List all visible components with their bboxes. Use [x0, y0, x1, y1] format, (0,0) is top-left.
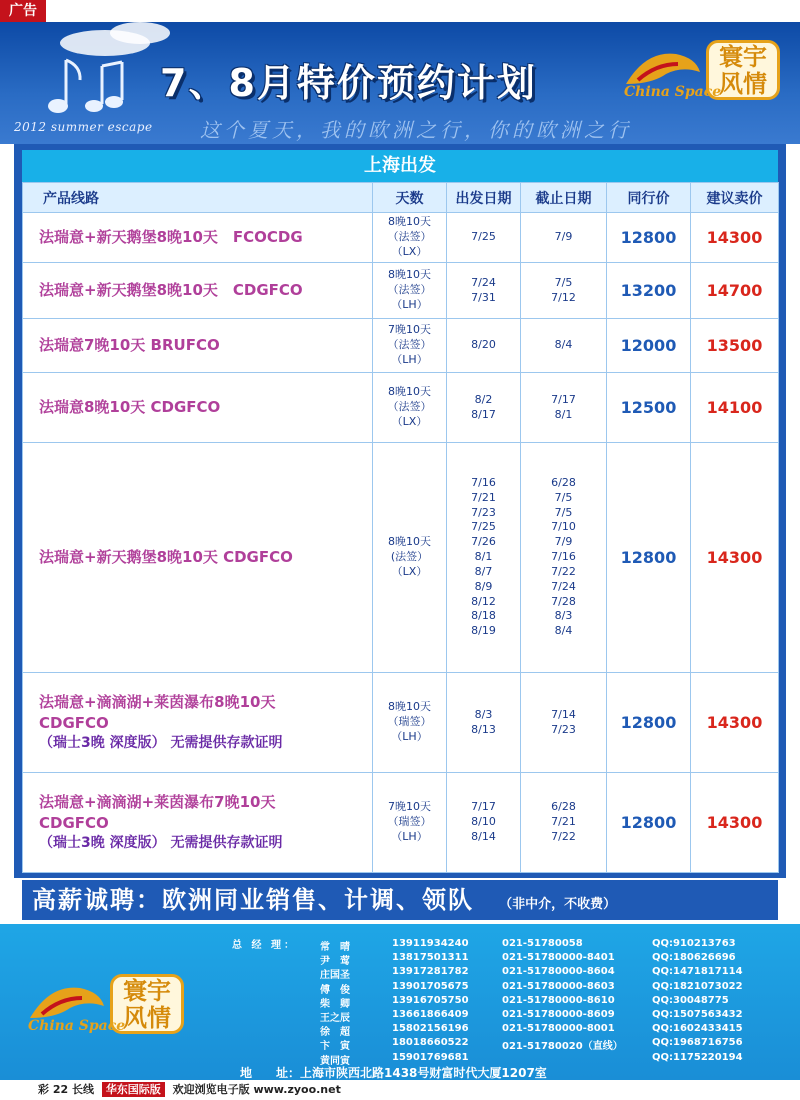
deadline-dates: 8/4: [521, 319, 607, 373]
brand-logo: [616, 34, 786, 104]
page-number: 彩 22 长线: [38, 1083, 94, 1096]
footer-contacts: [0, 924, 800, 1080]
website-link[interactable]: 欢迎浏览电子版 www.zyoo.net: [172, 1083, 341, 1096]
contact-telephone: 021-51780020（直线）: [502, 1041, 623, 1053]
table-row: [23, 373, 779, 443]
contact-mobile: 13817501311: [392, 952, 469, 964]
header-deadline: 截止日期: [521, 183, 607, 213]
page-title: 7、8月特价预约计划: [160, 61, 537, 105]
departure-dates: 7/16 7/21 7/23 7/25 7/26 8/1 8/7 8/9 8/12 8/18 8/19: [447, 443, 521, 673]
brand-english: China Space: [28, 1018, 126, 1034]
trade-price: 12800: [607, 213, 691, 263]
brand-english: China Space: [624, 84, 722, 100]
contact-qq: QQ:1602433415: [652, 1023, 743, 1035]
recruit-banner: [22, 880, 778, 920]
contact-qq: QQ:180626696: [652, 952, 736, 964]
contact-name: 傅 俊: [320, 984, 350, 996]
contact-name: 黄同寅: [320, 1055, 350, 1067]
recruit-text: 高薪诚聘：欧洲同业销售、计调、领队: [32, 886, 474, 914]
trade-price: 13200: [607, 263, 691, 319]
table-row: [23, 319, 779, 373]
retail-price: 13500: [691, 319, 779, 373]
contact-telephone: 021-51780000-8610: [502, 994, 615, 1006]
address: 地 址：上海市陕西北路1438号财富时代大厦1207室: [240, 1066, 547, 1080]
route-name: 法瑞意+滴滴湖+莱茵瀑布7晚10天 CDGFCO （瑞士3晚 深度版） 无需提供存款证明: [23, 773, 373, 873]
deadline-dates: 6/28 7/21 7/22: [521, 773, 607, 873]
trade-price: 12800: [607, 673, 691, 773]
header-trade-price: 同行价: [607, 183, 691, 213]
contact-qq: QQ:1507563432: [652, 1009, 743, 1020]
route-name: 法瑞意8晚10天 CDGFCO: [23, 373, 373, 443]
edition-badge: 华东国际版: [102, 1082, 165, 1097]
departure-dates: 8/2 8/17: [447, 373, 521, 443]
ad-tag: 广告: [0, 0, 46, 22]
cloud-decoration: [110, 22, 170, 44]
days-cell: 8晚10天 （法签） （LH）: [373, 263, 447, 319]
origin-bar: 上海出发: [22, 150, 778, 182]
retail-price: 14300: [691, 773, 779, 873]
retail-price: 14700: [691, 263, 779, 319]
header-route: 产品线路: [23, 183, 373, 213]
departure-dates: 7/24 7/31: [447, 263, 521, 319]
contact-telephone: 021-51780000-8401: [502, 952, 615, 964]
retail-price: 14300: [691, 443, 779, 673]
contact-qq: QQ:1821073022: [652, 980, 743, 992]
escape-caption: 2012 summer escape: [14, 120, 153, 134]
contact-mobile: 18018660522: [392, 1037, 469, 1049]
contact-mobile: 13916705750: [392, 994, 469, 1006]
contact-qq: QQ:1471817114: [652, 966, 743, 978]
deadline-dates: 7/17 8/1: [521, 373, 607, 443]
header-banner: [0, 22, 800, 144]
days-cell: 8晚10天 （法签） （LX）: [373, 373, 447, 443]
departure-dates: 8/20: [447, 319, 521, 373]
contact-name: 卞 寅: [320, 1041, 350, 1053]
table-row: [23, 673, 779, 773]
contact-telephone: 021-51780000-8001: [502, 1023, 615, 1035]
trade-price: 12800: [607, 773, 691, 873]
retail-price: 14100: [691, 373, 779, 443]
table-row: [23, 213, 779, 263]
brand-box: 寰宇 风情: [706, 40, 780, 100]
days-cell: 8晚10天 (法签） （LX）: [373, 443, 447, 673]
route-name: 法瑞意7晚10天 BRUFCO: [23, 319, 373, 373]
recruit-note: （非中介，不收费）: [499, 897, 617, 912]
departure-dates: 7/17 8/10 8/14: [447, 773, 521, 873]
footer-logo: [20, 968, 190, 1038]
contact-telephone: 021-51780058: [502, 938, 583, 949]
contact-mobile: 13917281782: [392, 966, 469, 978]
contacts-title: 总 经 理：: [232, 940, 297, 951]
brand-box: 寰宇 风情: [110, 974, 184, 1034]
retail-price: 14300: [691, 213, 779, 263]
deadline-dates: 7/9: [521, 213, 607, 263]
header-days: 天数: [373, 183, 447, 213]
route-name: 法瑞意+滴滴湖+莱茵瀑布8晚10天 CDGFCO （瑞士3晚 深度版） 无需提供存款证明: [23, 673, 373, 773]
contact-name: 常 晴: [320, 942, 350, 953]
days-cell: 7晚10天 （法签） （LH）: [373, 319, 447, 373]
route-name: 法瑞意+新天鹅堡8晚10天 CDGFCO: [23, 443, 373, 673]
slogan: 这个夏天，我的欧洲之行，你的欧洲之行: [200, 118, 632, 142]
contact-telephone: 021-51780000-8609: [502, 1009, 615, 1020]
contact-name: 王之辰: [320, 1013, 350, 1024]
contact-name: 尹 莺: [320, 956, 350, 968]
trade-price: 12500: [607, 373, 691, 443]
deadline-dates: 6/28 7/5 7/5 7/10 7/9 7/16 7/22 7/24 7/28 8/3 8/4: [521, 443, 607, 673]
music-notes-icon: [36, 52, 156, 122]
header-retail-price: 建议卖价: [691, 183, 779, 213]
contact-mobile: 13911934240: [392, 938, 469, 949]
trade-price: 12000: [607, 319, 691, 373]
days-cell: 7晚10天 （瑞签） （LH）: [373, 773, 447, 873]
routes-table: [22, 182, 779, 873]
table-row: [23, 263, 779, 319]
route-name: 法瑞意+新天鹅堡8晚10天 CDGFCO: [23, 263, 373, 319]
bottom-strip: [0, 1080, 800, 1100]
departure-dates: 8/3 8/13: [447, 673, 521, 773]
contact-name: 徐 超: [320, 1027, 350, 1039]
route-name: 法瑞意+新天鹅堡8晚10天 FCOCDG: [23, 213, 373, 263]
days-cell: 8晚10天 （法签） （LX）: [373, 213, 447, 263]
contact-qq: QQ:30048775: [652, 994, 729, 1006]
table-header-row: [23, 183, 779, 213]
retail-price: 14300: [691, 673, 779, 773]
trade-price: 12800: [607, 443, 691, 673]
deadline-dates: 7/14 7/23: [521, 673, 607, 773]
contact-mobile: 15802156196: [392, 1023, 469, 1035]
contact-qq: QQ:910213763: [652, 938, 736, 949]
contact-mobile: 13901705675: [392, 980, 469, 992]
table-row: [23, 443, 779, 673]
header-departure: 出发日期: [447, 183, 521, 213]
contact-qq: QQ:1175220194: [652, 1051, 743, 1063]
deadline-dates: 7/5 7/12: [521, 263, 607, 319]
route-note: （瑞士3晚 深度版） 无需提供存款证明: [39, 734, 283, 751]
contact-qq: QQ:1968716756: [652, 1037, 743, 1049]
contact-mobile: 13661866409: [392, 1009, 469, 1020]
departure-dates: 7/25: [447, 213, 521, 263]
route-note: （瑞士3晚 深度版） 无需提供存款证明: [39, 834, 283, 851]
contact-telephone: 021-51780000-8603: [502, 980, 615, 992]
contact-name: 庄国圣: [320, 970, 350, 982]
contact-name: 柴 卿: [320, 998, 350, 1010]
contact-mobile: 15901769681: [392, 1051, 469, 1063]
contact-telephone: 021-51780000-8604: [502, 966, 615, 978]
days-cell: 8晚10天 （瑞签） （LH）: [373, 673, 447, 773]
table-row: [23, 773, 779, 873]
